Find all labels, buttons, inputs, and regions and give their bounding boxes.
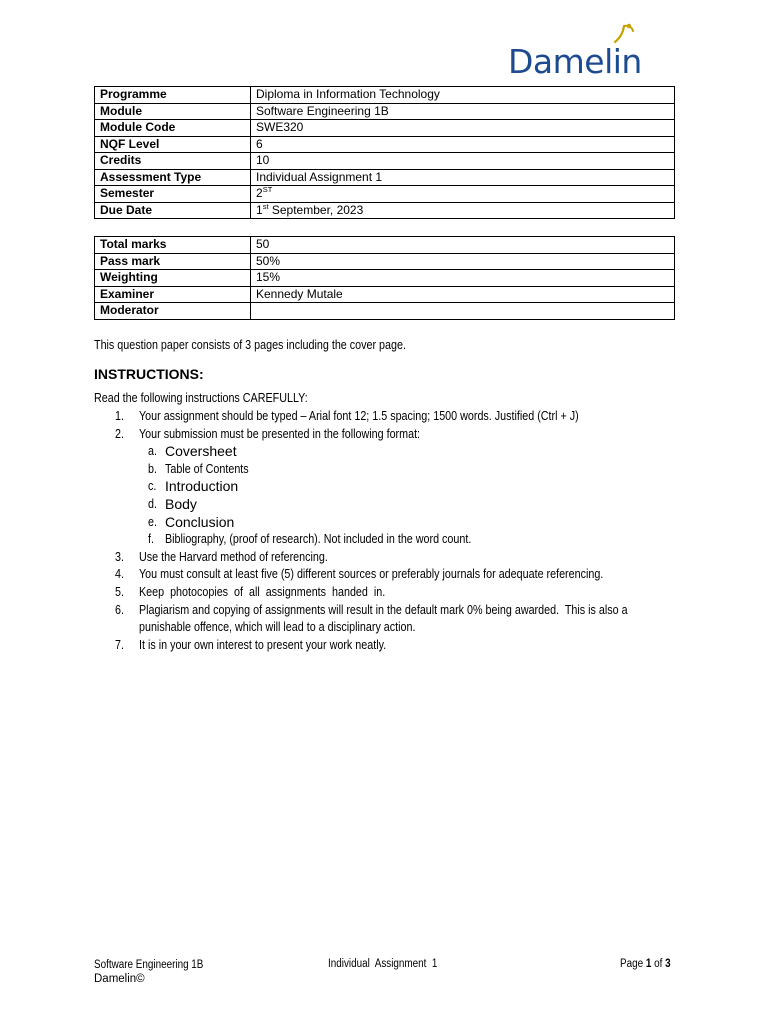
instruction-text: Keep photocopies of all assignments handed in.	[139, 584, 386, 599]
table-row	[95, 237, 675, 254]
format-item-text: Bibliography, (proof of research). Not included in the word count.	[165, 532, 472, 547]
row-label: Due Date	[95, 202, 251, 219]
row-label: Module Code	[95, 120, 251, 137]
footer-copyright: Damelin©	[94, 973, 145, 985]
marks-table	[94, 236, 675, 320]
table-row	[95, 253, 675, 270]
list-item: a. Coversheet	[139, 443, 674, 461]
page-number: Page 1 of 3	[620, 958, 671, 970]
row-label: Examiner	[95, 286, 251, 303]
table-row	[95, 303, 675, 320]
format-list	[139, 443, 674, 549]
row-value: 50%	[251, 253, 675, 270]
table-row	[95, 186, 675, 203]
format-item-text: Conclusion	[165, 513, 235, 530]
page-count-note: This question paper consists of 3 pages including the cover page.	[94, 338, 406, 352]
instruction-text: You must consult at least five (5) different sources or preferably journals for adequate referencing.	[139, 567, 604, 582]
list-item: d. Body	[139, 496, 674, 514]
table-row	[95, 202, 675, 219]
row-label: NQF Level	[95, 136, 251, 153]
table-row	[95, 87, 675, 104]
list-item: e. Conclusion	[139, 514, 674, 532]
row-value	[251, 303, 675, 320]
due-day: 1	[256, 202, 263, 217]
due-month-year: September, 2023	[268, 202, 364, 217]
format-item-text: Coversheet	[165, 443, 237, 460]
table-row	[95, 103, 675, 120]
logo-wordmark: Damelin	[508, 42, 642, 81]
instruction-text: It is in your own interest to present your work neatly.	[139, 637, 387, 652]
row-label: Credits	[95, 153, 251, 170]
due-day-suffix: st	[262, 201, 269, 211]
list-item: 5. Keep photocopies of all assignments handed in.	[94, 584, 674, 602]
row-value: 6	[251, 136, 675, 153]
table-row	[95, 169, 675, 186]
table-row	[95, 153, 675, 170]
list-item: 3. Use the Harvard method of referencing.	[94, 549, 674, 567]
logo-swoosh-icon	[611, 22, 637, 48]
semester-number: 2	[256, 186, 263, 200]
row-value: Software Engineering 1B	[251, 103, 675, 120]
row-label: Module	[95, 103, 251, 120]
row-value: Individual Assignment 1	[251, 169, 675, 186]
damelin-logo	[508, 22, 658, 82]
list-item: 6. Plagiarism and copying of assignments will result in the default mark 0% being awarded. This is also a punishable offence, which will lead to a disciplinary action.	[94, 602, 674, 637]
row-value: SWE320	[251, 120, 675, 137]
row-label: Weighting	[95, 270, 251, 287]
format-item-text: Table of Contents	[165, 461, 249, 476]
instruction-text: Your assignment should be typed – Arial font 12; 1.5 spacing; 1500 words. Justified (Ctrl + J)	[139, 409, 579, 423]
footer-left	[94, 958, 221, 986]
instruction-text: Your submission must be presented in the following format:	[139, 426, 421, 441]
instruction-text-continued: punishable offence, which will lead to a disciplinary action.	[139, 620, 416, 635]
table-row	[95, 286, 675, 303]
list-item: 2. Your submission must be presented in the following format: a. Coversheet b. Table of Contents c. Introduction d. Body e. Conclusion f. Bibliography, (proof of research). Not included in the word count.	[94, 426, 674, 549]
row-label: Moderator	[95, 303, 251, 320]
module-details-table	[94, 86, 675, 219]
table-row	[95, 120, 675, 137]
list-item: 1. Your assignment should be typed – Arial font 12; 1.5 spacing; 1500 words. Justified (Ctrl + J)	[94, 408, 674, 426]
format-item-text: Introduction	[165, 478, 239, 495]
row-label: Total marks	[95, 237, 251, 254]
table-row	[95, 270, 675, 287]
instructions-list	[94, 408, 674, 654]
semester-suffix: ST	[262, 185, 273, 194]
list-item: 4. You must consult at least five (5) different sources or preferably journals for adequate referencing.	[94, 566, 674, 584]
row-value: 50	[251, 237, 675, 254]
list-item: 7. It is in your own interest to present your work neatly.	[94, 637, 674, 655]
row-value: Diploma in Information Technology	[251, 87, 675, 104]
row-value	[251, 186, 675, 203]
instructions-heading: INSTRUCTIONS:	[94, 366, 204, 382]
row-value: 10	[251, 153, 675, 170]
row-value: Kennedy Mutale	[251, 286, 675, 303]
row-label: Semester	[95, 186, 251, 203]
instruction-text: Use the Harvard method of referencing.	[139, 549, 328, 564]
list-item: c. Introduction	[139, 478, 674, 496]
table-row	[95, 136, 675, 153]
list-item: b. Table of Contents	[139, 461, 674, 479]
format-item-text: Body	[165, 495, 197, 512]
instruction-text: Plagiarism and copying of assignments will result in the default mark 0% being awarded. This is also a	[139, 602, 628, 617]
row-label: Programme	[95, 87, 251, 104]
row-value	[251, 202, 675, 219]
row-value: 15%	[251, 270, 675, 287]
row-label: Pass mark	[95, 253, 251, 270]
instructions-intro: Read the following instructions CAREFULLY:	[94, 391, 308, 405]
footer-module: Software Engineering 1B	[94, 959, 204, 971]
footer-assessment: Individual Assignment 1	[328, 958, 438, 970]
row-label: Assessment Type	[95, 169, 251, 186]
list-item: f. Bibliography, (proof of research). Not included in the word count.	[139, 531, 674, 549]
